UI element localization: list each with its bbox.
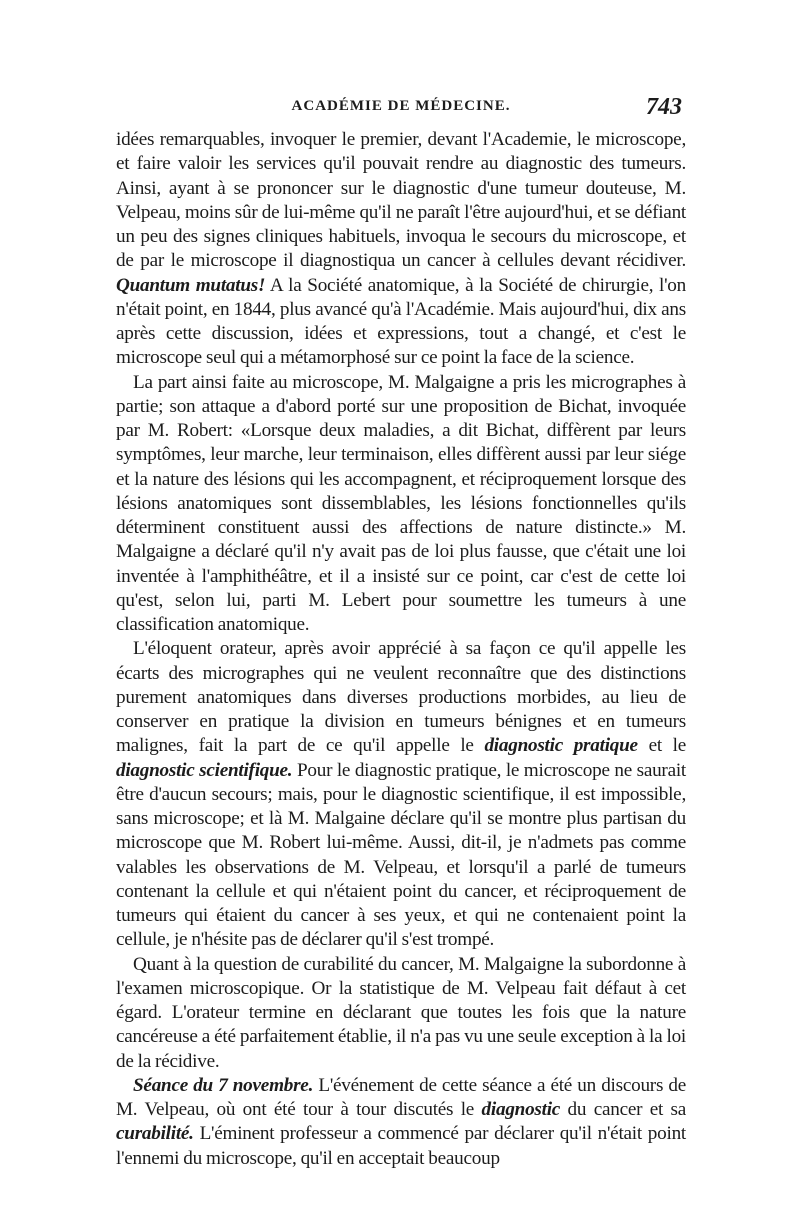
running-title: ACADÉMIE DE MÉDECINE. [291, 98, 511, 114]
italic-term: curabilité. [116, 1123, 194, 1145]
italic-term: diagnostic pratique [484, 735, 638, 757]
session-heading: Séance du 7 novembre. [133, 1074, 314, 1096]
text-segment: du cancer et sa [560, 1099, 686, 1120]
text-segment: et le [637, 735, 687, 757]
italic-quote: Quantum mutatus! [116, 274, 266, 296]
text-segment: Quant à la question de curabilité du cancer, M. Malgaigne la subordonne à l'examen microscopique. Or la statistique de M. Velpeau fait défaut à cet égard. L'orateur termine en déclarant que toutes les fois que la nature cancéreuse a été parfaitement établie, il n'a pas vu une seule exception à la loi de la récidive. [116, 953, 686, 1072]
paragraph-1 [116, 128, 686, 371]
paragraph-3 [116, 637, 686, 952]
italic-term: diagnostic scientifique. [116, 759, 293, 781]
document-page [116, 94, 686, 1171]
page-header [116, 94, 686, 128]
paragraph-4 [116, 953, 686, 1074]
text-segment: L'événement de cette séance a été un discours de M. Velpeau, où ont été tour à tour discutés le [116, 1074, 686, 1120]
text-segment: L'éminent professeur a commencé par déclarer qu'il n'était point l'ennemi du microscope, qu'il en acceptait beaucoup [116, 1123, 686, 1169]
page-number: 743 [646, 94, 682, 120]
text-segment: L'éloquent orateur, après avoir apprécié à sa façon ce qu'il appelle les écarts des micrographes qui ne veulent reconnaître que des distinctions purement anatomiques dans diverses productions morbides, au lieu de conserver en pratique la division en tumeurs bénignes et en tumeurs malignes, fait la part de ce qu'il appelle le [116, 638, 686, 757]
text-segment: Pour le diagnostic pratique, le microscope ne saurait être d'aucun secours; mais, pour le diagnostic scientifique, il est impossible, sans microscope; et là M. Malgaine déclare qu'il se montre plus partisan du microscope que M. Robert lui-même. Aussi, dit-il, je n'admets pas comme valables les observations de M. Velpeau, et lorsqu'il a parlé de tumeurs contenant la cellule et qui n'étaient point du cancer, et réciproquement de tumeurs qui étaient du cancer à ses yeux, et qui ne contenaient point la cellule, je n'hésite pas de déclarer qu'il s'est trompé. [116, 759, 687, 951]
paragraph-2 [116, 371, 686, 638]
body-text [116, 128, 686, 1171]
text-segment: A la Société anatomique, à la Société de chirurgie, l'on n'était point, en 1844, plus avancé qu'à l'Académie. Mais aujourd'hui, dix ans après cette discussion, idées et expressions, tout a changé, et c'est le microscope seul qui a métamorphosé sur ce point la face de la science. [116, 274, 686, 369]
text-segment: La part ainsi faite au microscope, M. Malgaigne a pris les micrographes à partie; son attaque a d'abord porté sur une proposition de Bichat, invoquée par M. Robert: «Lorsque deux maladies, a dit Bichat, diffèrent par leurs symptômes, leur marche, leur terminaison, elles diffèrent aussi par leur siége et la nature des lésions qui les accompagnent, et réciproquement lorsque des lésions anatomiques sont dissemblables, les lésions fonctionnelles qu'ils déterminent constituent aussi des affections de nature distincte.» M. Malgaigne a déclaré qu'il n'y avait pas de loi plus fausse, que c'était une loi inventée à l'amphithéâtre, et il a insisté sur ce point, car c'est de cette loi qu'est, selon lui, parti M. Lebert pour soumettre les tumeurs à une classification anatomique. [116, 371, 686, 635]
paragraph-5 [116, 1074, 686, 1171]
text-segment: idées remarquables, invoquer le premier, devant l'Academie, le microscope, et faire valoir les services qu'il pouvait rendre au diagnostic des tumeurs. Ainsi, ayant à se prononcer sur le diagnostic d'une tumeur douteuse, M. Velpeau, moins sûr de lui-même qu'il ne paraît l'être aujourd'hui, et se défiant un peu des signes cliniques habituels, invoqua le secours du microscope, et de par le microscope il diagnostiqua un cancer à cellules devant récidiver. [116, 129, 686, 272]
italic-term: diagnostic [481, 1099, 561, 1120]
